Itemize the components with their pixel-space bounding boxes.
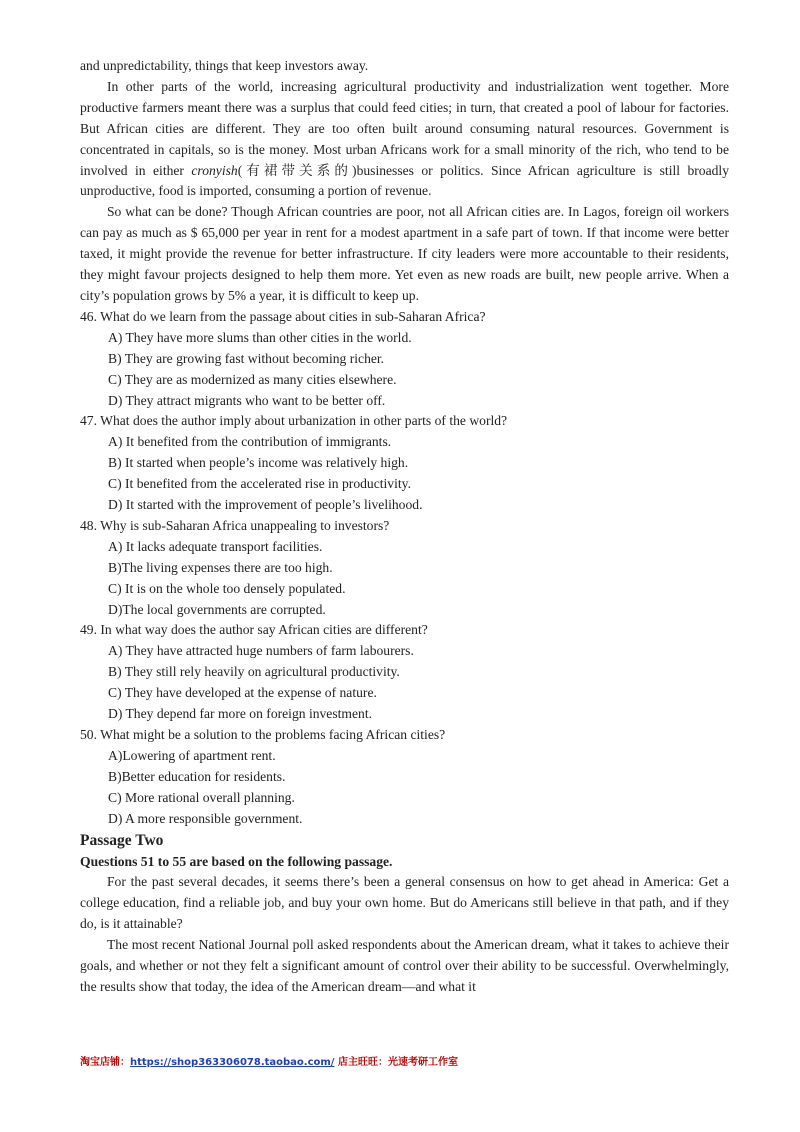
option-d[interactable]: D) They depend far more on foreign investment. bbox=[108, 706, 372, 722]
questions-header: Questions 51 to 55 are based on the following passage. bbox=[80, 853, 393, 869]
paragraph-text: In other parts of the world, increasing agricultural productivity and industrialization went together. More productive farmers meant there was a surplus that could feed cities; in turn, that created a pool of labour for factories. But African cities are different. They are too often built around consuming natural resources. Government is concentrated in capitals, so is the money. Most urban Africans work for a small minority of the rich, who tend to be involved in either bbox=[80, 78, 729, 178]
question-47 bbox=[80, 411, 729, 516]
shop-link[interactable]: https://shop363306078.taobao.com/ bbox=[130, 1057, 335, 1068]
paragraph-text: businesses or politics. Since African agriculture is still broadly unproductive, food is imported, consuming a portion of revenue. bbox=[80, 162, 729, 199]
paragraph-poll: The most recent National Journal poll asked respondents about the American dream, what it takes to achieve their goals, and whether or not they felt a significant amount of control over their ability to be successful. Overwhelmingly, the results show that today, the idea of the American dream—and what it bbox=[80, 937, 729, 994]
option-a[interactable]: A)Lowering of apartment rent. bbox=[108, 747, 276, 763]
option-c[interactable]: C) They have developed at the expense of nature. bbox=[108, 685, 377, 701]
passage-two-title: Passage Two bbox=[80, 831, 164, 849]
footer-shop-info bbox=[80, 1053, 458, 1068]
option-c[interactable]: C) It is on the whole too densely populated. bbox=[108, 580, 346, 596]
question-stem: 48. Why is sub-Saharan Africa unappealing to investors? bbox=[80, 517, 390, 533]
question-stem: 49. In what way does the author say African cities are different? bbox=[80, 622, 428, 638]
option-a[interactable]: A) They have attracted huge numbers of farm labourers. bbox=[108, 643, 414, 659]
option-b[interactable]: B) They are growing fast without becoming richer. bbox=[108, 350, 385, 366]
option-b[interactable]: B) It started when people’s income was relatively high. bbox=[108, 455, 409, 471]
question-48 bbox=[80, 516, 729, 621]
option-d[interactable]: D) They attract migrants who want to be better off. bbox=[108, 392, 386, 408]
option-d[interactable]: D)The local governments are corrupted. bbox=[108, 601, 326, 617]
option-b[interactable]: B)The living expenses there are too high. bbox=[108, 559, 333, 575]
paragraph-solutions: So what can be done? Though African countries are poor, not all African cities are. In Lagos, foreign oil workers can pay as much as $ 65,000 per year in rent for a modest apartment in a safe part of town. If that income were better taxed, it might provide the revenue for better infrastructure. If city leaders were more accountable to their residents, they might favour projects designed to help them more. Yet even as new roads are built, new people arrive. When a city’s population grows by 5% a year, it is difficult to keep up. bbox=[80, 204, 729, 303]
paragraph-urbanization-elsewhere bbox=[80, 77, 729, 202]
question-stem: 50. What might be a solution to the problems facing African cities? bbox=[80, 727, 446, 742]
option-c[interactable]: C) More rational overall planning. bbox=[108, 789, 295, 805]
option-b[interactable]: B) They still rely heavily on agricultural productivity. bbox=[108, 664, 400, 680]
question-50 bbox=[80, 725, 729, 830]
option-a[interactable]: A) It lacks adequate transport facilities. bbox=[108, 538, 323, 554]
question-46 bbox=[80, 307, 729, 412]
document-page bbox=[80, 56, 729, 998]
italic-term: cronyish bbox=[191, 162, 238, 178]
footer-suffix: 店主旺旺：光速考研工作室 bbox=[334, 1057, 458, 1068]
option-a[interactable]: A) It benefited from the contribution of immigrants. bbox=[108, 434, 392, 450]
option-d[interactable]: D) A more responsible government. bbox=[108, 810, 303, 826]
paragraph-continuation: and unpredictability, things that keep investors away. bbox=[80, 58, 369, 73]
option-c[interactable]: C) It benefited from the accelerated rise in productivity. bbox=[108, 476, 411, 492]
option-c[interactable]: C) They are as modernized as many cities elsewhere. bbox=[108, 371, 397, 387]
question-49 bbox=[80, 620, 729, 725]
chinese-gloss: (有裙带关系的) bbox=[237, 162, 357, 178]
option-b[interactable]: B)Better education for residents. bbox=[108, 768, 286, 784]
paragraph-consensus: For the past several decades, it seems there’s been a general consensus on how to get ahead in America: Get a college education, find a reliable job, and buy your own home. But do Americans still believe in that path, and if they do, is it attainable? bbox=[80, 874, 729, 932]
question-stem: 47. What does the author imply about urbanization in other parts of the world? bbox=[80, 413, 508, 429]
option-a[interactable]: A) They have more slums than other cities in the world. bbox=[108, 329, 412, 345]
footer-prefix: 淘宝店铺： bbox=[80, 1057, 130, 1068]
question-stem: 46. What do we learn from the passage about cities in sub-Saharan Africa? bbox=[80, 308, 486, 324]
option-d[interactable]: D) It started with the improvement of people’s livelihood. bbox=[108, 497, 423, 513]
